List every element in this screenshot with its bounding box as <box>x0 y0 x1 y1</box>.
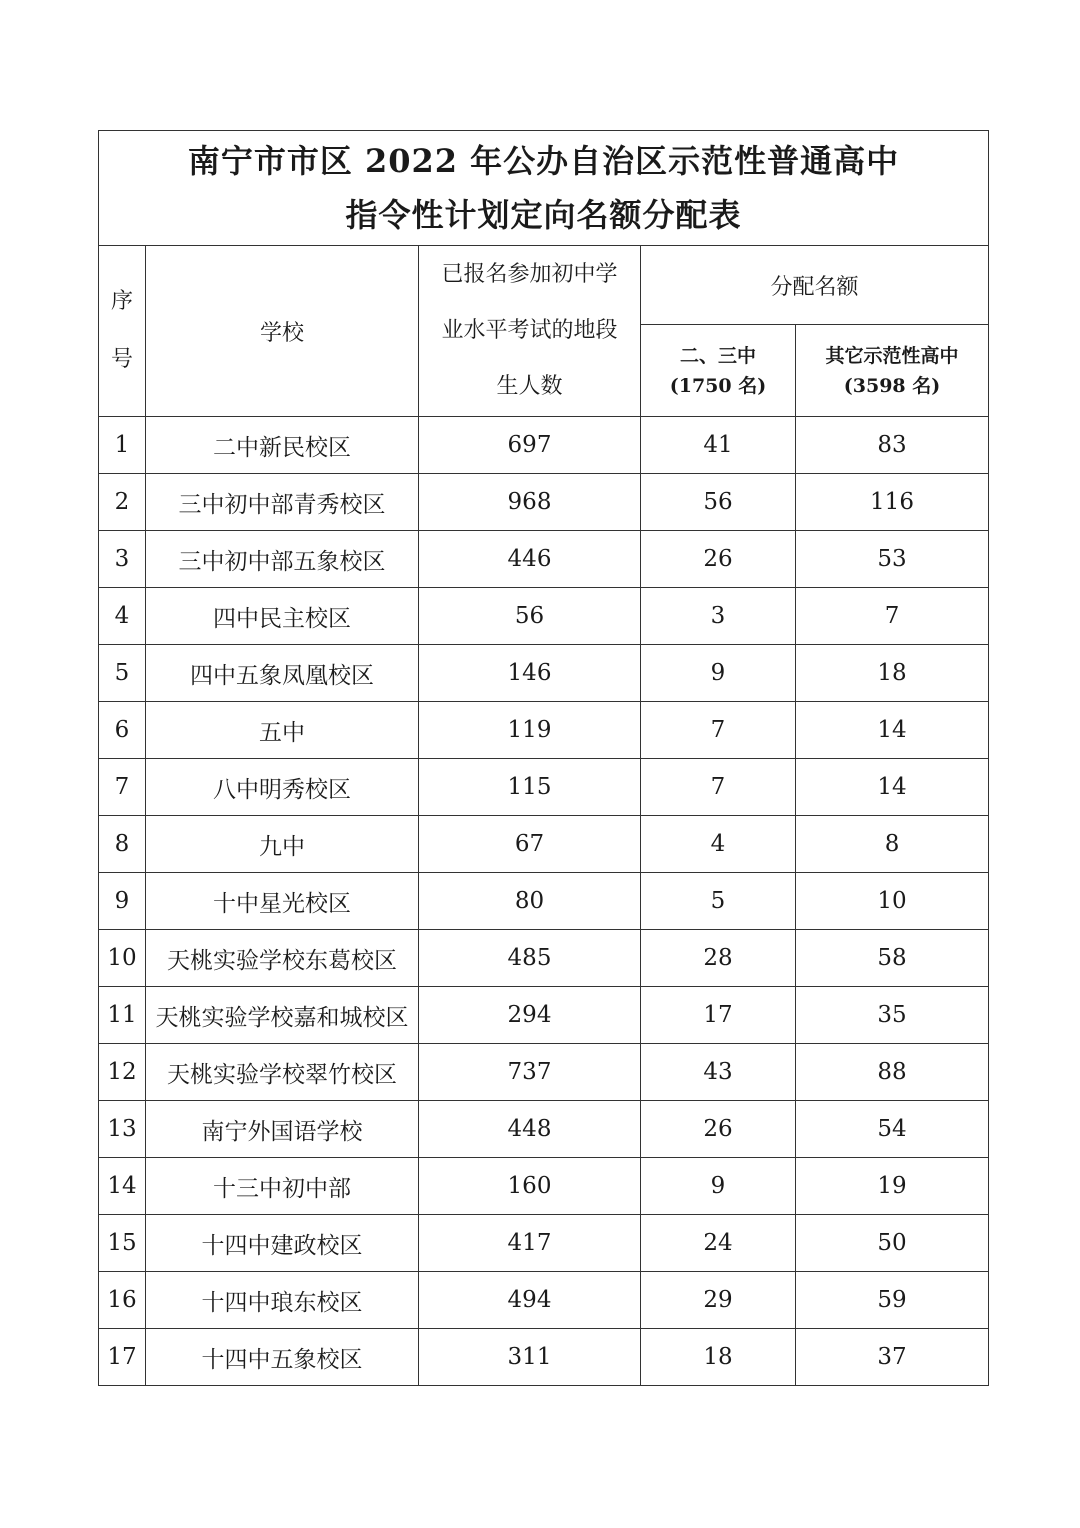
row-seq: 11 <box>99 987 146 1044</box>
table-row <box>99 531 989 588</box>
table-row <box>99 816 989 873</box>
row-allocation-second-third: 29 <box>641 1272 796 1329</box>
row-student-count: 968 <box>419 474 641 531</box>
row-seq: 2 <box>99 474 146 531</box>
row-seq: 14 <box>99 1158 146 1215</box>
row-allocation-second-third: 28 <box>641 930 796 987</box>
row-allocation-other: 8 <box>796 816 989 873</box>
header-allocation: 分配名额 <box>641 246 989 325</box>
row-allocation-other: 54 <box>796 1101 989 1158</box>
table-row <box>99 759 989 816</box>
title-line-2: 指令性计划定向名额分配表 <box>345 196 742 234</box>
row-allocation-second-third: 41 <box>641 417 796 474</box>
title-line-1: 南宁市市区 2022 年公办自治区示范性普通高中 <box>187 142 900 180</box>
row-student-count: 446 <box>419 531 641 588</box>
row-student-count: 294 <box>419 987 641 1044</box>
row-seq: 4 <box>99 588 146 645</box>
row-seq: 13 <box>99 1101 146 1158</box>
row-school: 九中 <box>146 816 419 873</box>
table-row <box>99 1158 989 1215</box>
table-row <box>99 1329 989 1386</box>
row-allocation-other: 7 <box>796 588 989 645</box>
header-second-third-school: 二、三中 (1750 名) <box>641 325 796 417</box>
row-allocation-other: 35 <box>796 987 989 1044</box>
row-allocation-second-third: 26 <box>641 1101 796 1158</box>
row-allocation-second-third: 17 <box>641 987 796 1044</box>
row-seq: 6 <box>99 702 146 759</box>
row-seq: 7 <box>99 759 146 816</box>
row-allocation-other: 10 <box>796 873 989 930</box>
row-school: 四中民主校区 <box>146 588 419 645</box>
row-allocation-second-third: 7 <box>641 759 796 816</box>
row-allocation-second-third: 9 <box>641 1158 796 1215</box>
row-allocation-other: 83 <box>796 417 989 474</box>
header-other-schools: 其它示范性高中 (3598 名) <box>796 325 989 417</box>
table-row <box>99 1215 989 1272</box>
row-school: 天桃实验学校嘉和城校区 <box>146 987 419 1044</box>
header-student-count: 已报名参加初中学 业水平考试的地段 生人数 <box>419 246 641 417</box>
row-student-count: 737 <box>419 1044 641 1101</box>
row-school: 十中星光校区 <box>146 873 419 930</box>
row-seq: 10 <box>99 930 146 987</box>
row-allocation-second-third: 9 <box>641 645 796 702</box>
row-school: 十四中建政校区 <box>146 1215 419 1272</box>
row-allocation-other: 37 <box>796 1329 989 1386</box>
table-row <box>99 930 989 987</box>
row-student-count: 448 <box>419 1101 641 1158</box>
row-student-count: 146 <box>419 645 641 702</box>
row-seq: 5 <box>99 645 146 702</box>
row-seq: 3 <box>99 531 146 588</box>
row-student-count: 311 <box>419 1329 641 1386</box>
row-allocation-second-third: 5 <box>641 873 796 930</box>
table-row <box>99 1101 989 1158</box>
row-student-count: 417 <box>419 1215 641 1272</box>
allocation-table <box>98 130 989 1386</box>
table-row <box>99 702 989 759</box>
row-allocation-other: 19 <box>796 1158 989 1215</box>
header-seq: 序 号 <box>99 246 146 417</box>
row-allocation-other: 53 <box>796 531 989 588</box>
row-student-count: 485 <box>419 930 641 987</box>
row-school: 十三中初中部 <box>146 1158 419 1215</box>
table-row <box>99 873 989 930</box>
row-student-count: 160 <box>419 1158 641 1215</box>
row-school: 三中初中部五象校区 <box>146 531 419 588</box>
table-row <box>99 1044 989 1101</box>
row-school: 天桃实验学校翠竹校区 <box>146 1044 419 1101</box>
row-seq: 9 <box>99 873 146 930</box>
table-row <box>99 987 989 1044</box>
table-row <box>99 474 989 531</box>
row-seq: 1 <box>99 417 146 474</box>
table-row <box>99 588 989 645</box>
row-allocation-second-third: 26 <box>641 531 796 588</box>
row-student-count: 697 <box>419 417 641 474</box>
row-student-count: 119 <box>419 702 641 759</box>
row-allocation-second-third: 24 <box>641 1215 796 1272</box>
row-allocation-second-third: 43 <box>641 1044 796 1101</box>
table-row <box>99 417 989 474</box>
row-seq: 8 <box>99 816 146 873</box>
row-school: 八中明秀校区 <box>146 759 419 816</box>
row-student-count: 67 <box>419 816 641 873</box>
row-allocation-second-third: 18 <box>641 1329 796 1386</box>
row-school: 五中 <box>146 702 419 759</box>
row-school: 四中五象凤凰校区 <box>146 645 419 702</box>
row-school: 三中初中部青秀校区 <box>146 474 419 531</box>
row-allocation-other: 50 <box>796 1215 989 1272</box>
row-allocation-other: 59 <box>796 1272 989 1329</box>
row-student-count: 494 <box>419 1272 641 1329</box>
row-seq: 16 <box>99 1272 146 1329</box>
table-row <box>99 645 989 702</box>
row-school: 二中新民校区 <box>146 417 419 474</box>
row-allocation-other: 14 <box>796 759 989 816</box>
row-student-count: 56 <box>419 588 641 645</box>
row-seq: 12 <box>99 1044 146 1101</box>
row-seq: 17 <box>99 1329 146 1386</box>
row-allocation-other: 88 <box>796 1044 989 1101</box>
header-school: 学校 <box>146 246 419 417</box>
row-school: 十四中五象校区 <box>146 1329 419 1386</box>
row-allocation-second-third: 56 <box>641 474 796 531</box>
row-allocation-other: 116 <box>796 474 989 531</box>
row-school: 天桃实验学校东葛校区 <box>146 930 419 987</box>
row-allocation-second-third: 4 <box>641 816 796 873</box>
row-school: 南宁外国语学校 <box>146 1101 419 1158</box>
row-allocation-second-third: 7 <box>641 702 796 759</box>
table-title <box>99 131 989 246</box>
table-row <box>99 1272 989 1329</box>
row-student-count: 115 <box>419 759 641 816</box>
row-seq: 15 <box>99 1215 146 1272</box>
row-allocation-other: 58 <box>796 930 989 987</box>
row-allocation-second-third: 3 <box>641 588 796 645</box>
row-allocation-other: 14 <box>796 702 989 759</box>
row-student-count: 80 <box>419 873 641 930</box>
row-allocation-other: 18 <box>796 645 989 702</box>
row-school: 十四中琅东校区 <box>146 1272 419 1329</box>
